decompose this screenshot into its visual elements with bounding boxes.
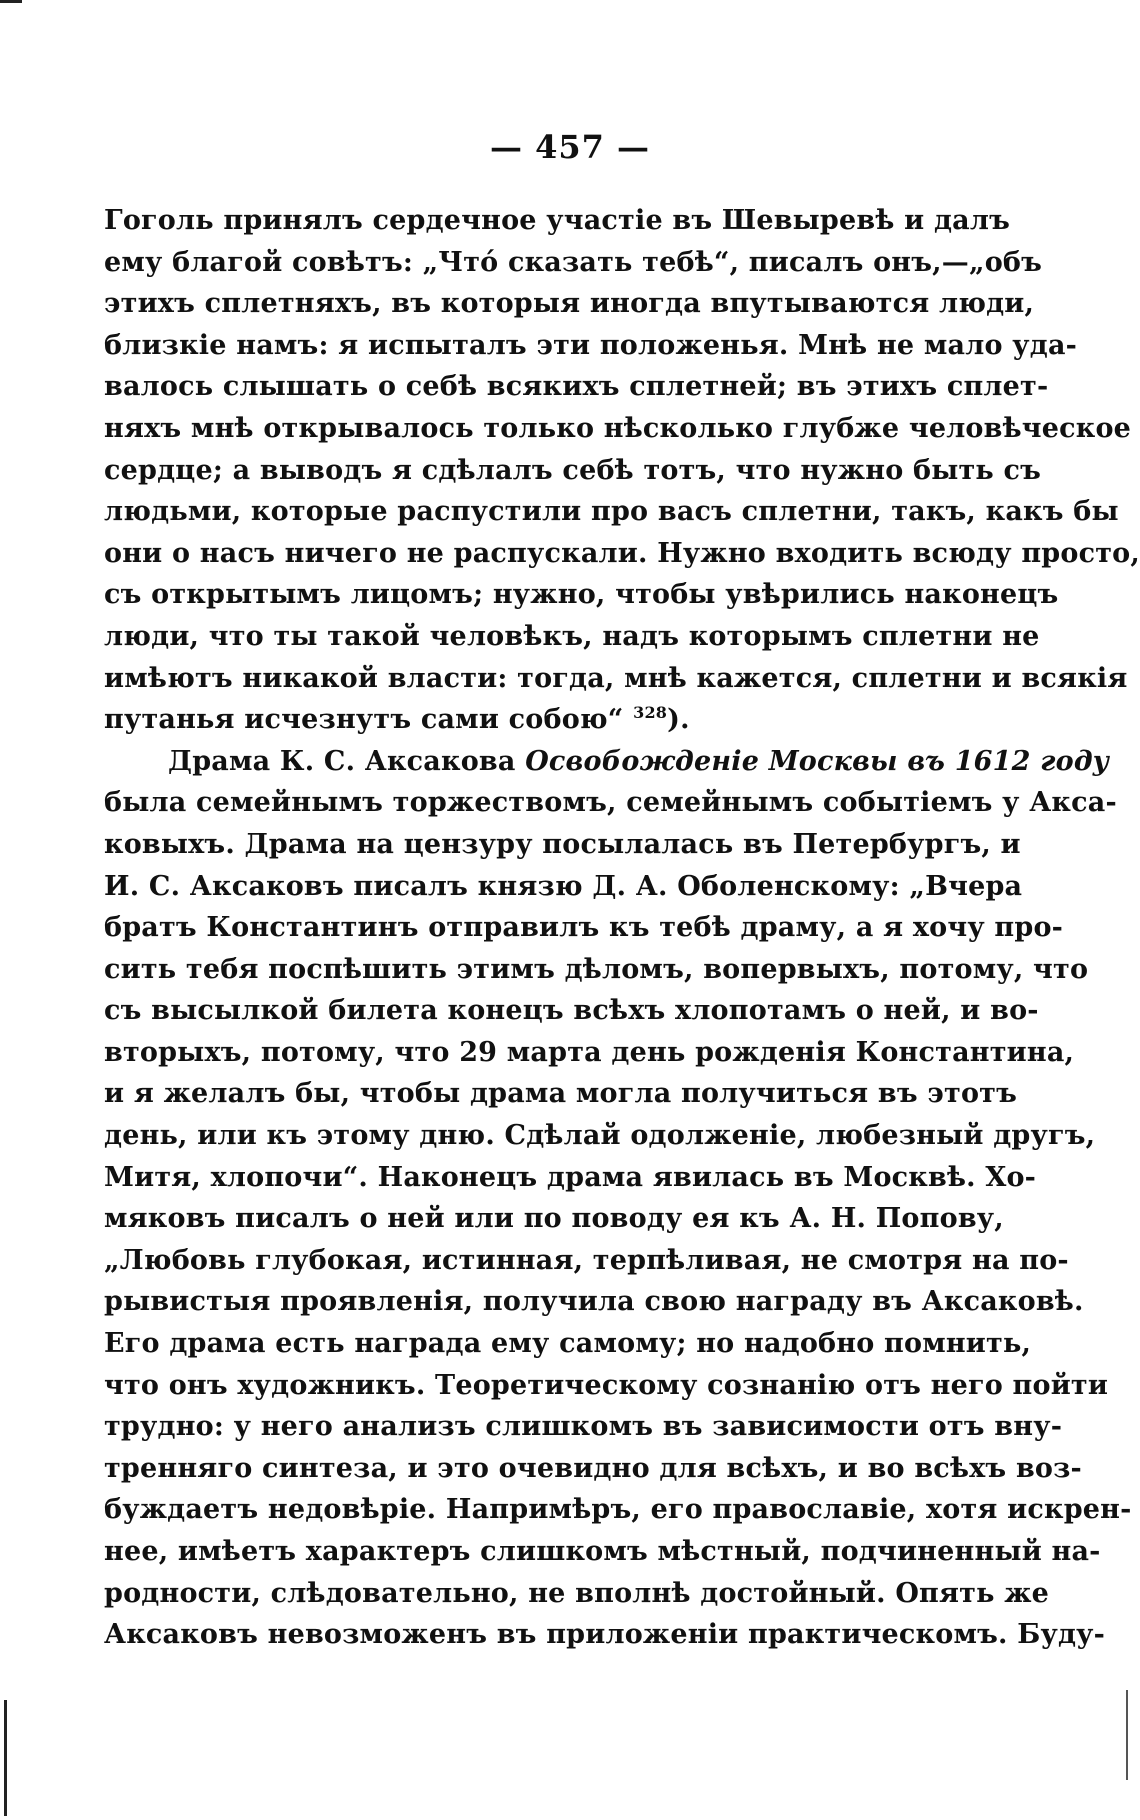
paragraph-1-line: люди, что ты такой человѣкъ, надъ которымъ сплетни не	[104, 620, 1040, 652]
paragraph-2-line: нее, имѣетъ характеръ слишкомъ мѣстный, подчиненный на-	[104, 1536, 1101, 1567]
paragraph-2-line: что онъ художникъ. Теоретическому сознанію отъ него пойти	[104, 1369, 1109, 1401]
scan-edge-mark	[1126, 1690, 1128, 1780]
drama-title: Освобожденіе Москвы въ 1612 году	[525, 745, 1110, 777]
page-number: — 457 —	[489, 128, 651, 166]
body-text	[104, 200, 1140, 1656]
paragraph-1-line: близкіе намъ: я испыталъ эти положенья. Мнѣ не мало уда-	[104, 329, 1078, 361]
paragraph-2-line: вторыхъ, потому, что 29 марта день рожденія Константина,	[104, 1036, 1075, 1068]
paragraph-1-line: съ открытымъ лицомъ; нужно, чтобы увѣрились наконецъ	[104, 579, 1059, 611]
scan-edge-mark	[0, 0, 22, 3]
paragraph-2-line: была семейнымъ торжествомъ, семейнымъ событіемъ у Акса-	[104, 787, 1117, 819]
paragraph-1-line: валось слышать о себѣ всякихъ сплетней; въ этихъ сплет-	[104, 371, 1049, 403]
paragraph-1-last-line-end: ).	[667, 704, 690, 736]
paragraph-2-line: трудно: у него анализъ слишкомъ въ зависимости отъ вну-	[104, 1411, 1063, 1443]
scan-edge-mark	[4, 1700, 7, 1816]
paragraph-1-line: имѣютъ никакой власти: тогда, мнѣ кажется, сплетни и всякія	[104, 662, 1128, 694]
paragraph-1-last-line	[104, 699, 964, 741]
paragraph-2-line: братъ Константинъ отправилъ къ тебѣ драму, а я хочу про-	[104, 912, 1064, 944]
paragraph-2-first-line	[104, 741, 1110, 783]
paragraph-2-line: „Любовь глубокая, истинная, терпѣливая, не смотря на по-	[104, 1244, 1069, 1276]
paragraph-1-line: людьми, которые распустили про васъ сплетни, такъ, какъ бы	[104, 496, 1119, 528]
paragraph-1-line: сердце; а выводъ я сдѣлалъ себѣ тотъ, что нужно быть съ	[104, 454, 1042, 486]
paragraph-1-line: они о насъ ничего не распускали. Нужно входить всюду просто,	[104, 537, 1140, 569]
paragraph-2-line: Митя, хлопочи“. Наконецъ драма явилась въ Москвѣ. Хо-	[104, 1161, 1037, 1193]
paragraph-2-line: Его драма есть награда ему самому; но надобно помнить,	[104, 1328, 1032, 1360]
paragraph-1-line: ему благой совѣтъ: „Чтó сказать тебѣ“, писалъ онъ,—„объ	[104, 246, 1043, 278]
paragraph-2-line: ковыхъ. Драма на цензуру посылалась въ Петербургъ, и	[104, 828, 1021, 860]
paragraph-1-last-line-text: путанья исчезнутъ сами собою“	[104, 704, 624, 736]
paragraph-2-line: И. С. Аксаковъ писалъ князю Д. А. Оболенскому: „Вчера	[104, 870, 1023, 902]
paragraph-2-line: буждаетъ недовѣріе. Напримѣръ, его православіе, хотя искрен-	[104, 1494, 1132, 1526]
paragraph-1-line: Гоголь принялъ сердечное участіе въ Шевыревѣ и далъ	[104, 205, 1010, 236]
paragraph-2-line: тренняго синтеза, и это очевидно для всѣхъ, и во всѣхъ воз-	[104, 1452, 1082, 1484]
paragraph-2-line: Аксаковъ невозможенъ въ приложеніи практическомъ. Буду-	[104, 1619, 1106, 1651]
paragraph-2-line: рывистыя проявленія, получила свою награду въ Аксаковѣ.	[104, 1286, 1084, 1318]
paragraph-2-first-line-start: Драма К. С. Аксакова	[168, 745, 516, 777]
paragraph-2-line: день, или къ этому дню. Сдѣлай одолженіе, любезный другъ,	[104, 1120, 1096, 1152]
paragraph-2-line: и я желалъ бы, чтобы драма могла получиться въ этотъ	[104, 1078, 1018, 1110]
paragraph-2-line: мяковъ писалъ о ней или по поводу ея къ А. Н. Попову,	[104, 1203, 1004, 1235]
paragraph-1-line: няхъ мнѣ открывалось только нѣсколько глубже человѣческое	[104, 412, 1132, 444]
paragraph-2-line: родности, слѣдовательно, не вполнѣ достойный. Опять же	[104, 1577, 1050, 1609]
paragraph-2-line: сить тебя поспѣшить этимъ дѣломъ, вопервыхъ, потому, что	[104, 953, 1089, 985]
footnote-reference: 328	[633, 703, 668, 723]
paragraph-1-line: этихъ сплетняхъ, въ которыя иногда впутываются люди,	[104, 288, 1035, 320]
paragraph-2-line: съ высылкой билета конецъ всѣхъ хлопотамъ о ней, и во-	[104, 995, 1039, 1027]
